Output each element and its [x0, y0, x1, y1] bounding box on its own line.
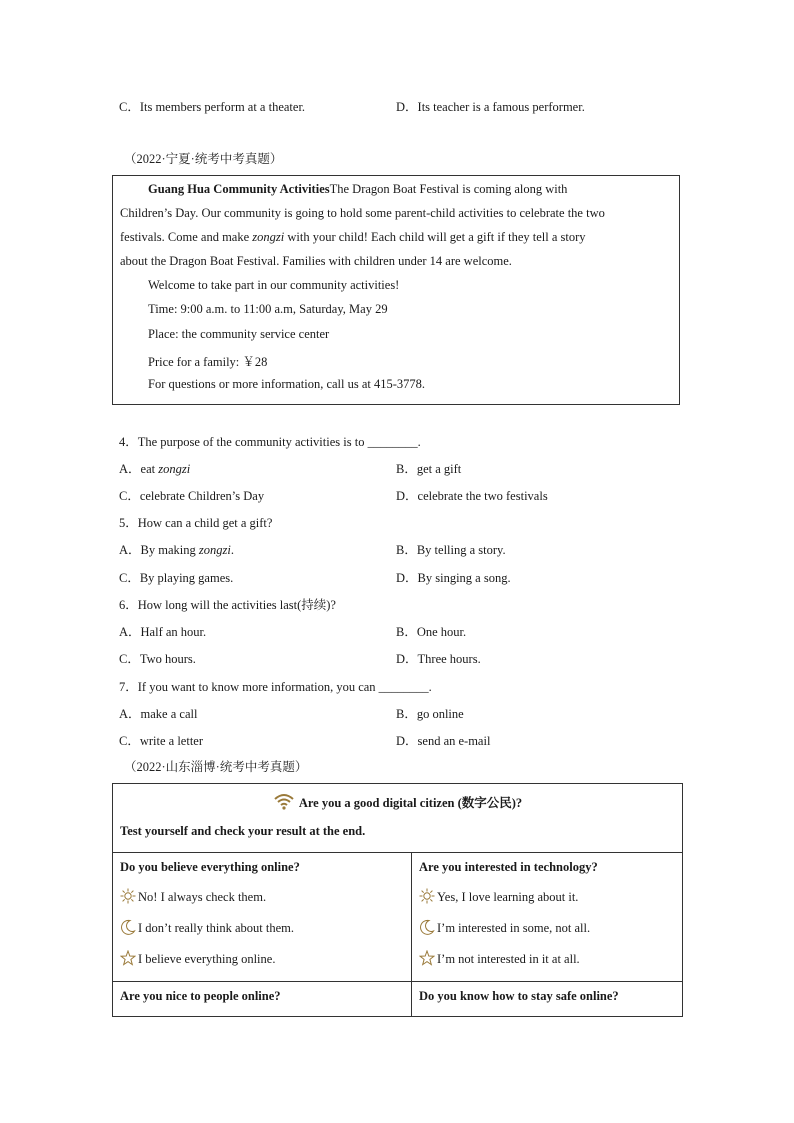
- quiz-q2-answer-sun[interactable]: [419, 888, 578, 905]
- digital-citizen-quiz-table: [112, 783, 683, 1017]
- option-c-prev: C．Its members perform at a theater.: [119, 100, 306, 114]
- question-5-option-b[interactable]: B．By telling a story.: [396, 543, 506, 557]
- sun-icon: [120, 888, 136, 904]
- moon-icon: [120, 919, 136, 935]
- moon-icon: [419, 919, 435, 935]
- question-4-stem: 4．The purpose of the community activities is to ________.: [119, 435, 421, 449]
- question-6-option-c[interactable]: C．Two hours.: [119, 652, 196, 666]
- notice-place: Place: the community service center: [148, 327, 330, 341]
- quiz-q4-heading: Do you know how to stay safe online?: [419, 989, 619, 1003]
- question-5-option-a[interactable]: A．By making zongzi.: [119, 543, 234, 557]
- question-6-option-b[interactable]: B．One hour.: [396, 625, 467, 639]
- question-4-option-a[interactable]: A．eat zongzi: [119, 462, 191, 476]
- notice-title: Guang Hua Community Activities: [148, 182, 330, 196]
- question-7-stem: 7．If you want to know more information, you can ________.: [119, 680, 432, 694]
- notice-line1-text: The Dragon Boat Festival is coming along with: [329, 182, 568, 196]
- question-5-option-c[interactable]: C．By playing games.: [119, 571, 234, 585]
- question-7-option-d[interactable]: D．send an e-mail: [396, 734, 491, 748]
- question-5-option-d[interactable]: D．By singing a song.: [396, 571, 511, 585]
- quiz-q1-answer-star[interactable]: [120, 950, 275, 967]
- quiz-q2-sun-text: Yes, I love learning about it.: [437, 890, 579, 904]
- quiz-q2-answer-moon[interactable]: [419, 919, 590, 936]
- quiz-q2-moon-text: I’m interested in some, not all.: [437, 921, 591, 935]
- option-d-prev: D．Its teacher is a famous performer.: [396, 100, 585, 114]
- question-6-option-a[interactable]: A．Half an hour.: [119, 625, 207, 639]
- notice-welcome: Welcome to take part in our community activities!: [148, 278, 400, 292]
- wifi-icon: [273, 792, 295, 810]
- source-label-2: （2022·山东淄博·统考中考真题）: [124, 760, 308, 774]
- notice-box: [112, 175, 680, 405]
- notice-line-3: [120, 230, 586, 245]
- quiz-q1-moon-text: I don’t really think about them.: [138, 921, 294, 935]
- notice-contact: For questions or more information, call us at 415-3778.: [148, 377, 426, 391]
- quiz-cell-q4: [412, 982, 683, 1017]
- quiz-cell-q3: [113, 982, 412, 1017]
- notice-line3-zongzi: zongzi: [252, 230, 285, 244]
- question-7-option-c[interactable]: C．write a letter: [119, 734, 203, 748]
- question-6-option-d[interactable]: D．Three hours.: [396, 652, 481, 666]
- notice-time: Time: 9:00 a.m. to 11:00 a.m, Saturday, May 29: [148, 302, 388, 316]
- notice-price: Price for a family: ￥28: [148, 355, 268, 369]
- quiz-title: Are you a good digital citizen (数字公民)?: [298, 796, 523, 810]
- question-5-stem: 5．How can a child get a gift?: [119, 516, 273, 530]
- question-4-option-b[interactable]: B．get a gift: [396, 462, 462, 476]
- quiz-header-cell: [113, 784, 683, 853]
- quiz-q1-star-text: I believe everything online.: [138, 952, 276, 966]
- quiz-title-row: [113, 792, 682, 811]
- star-icon: [120, 950, 136, 966]
- notice-line-1: [148, 182, 567, 197]
- source-label-1: （2022·宁夏·统考中考真题）: [124, 152, 283, 166]
- quiz-q2-heading: Are you interested in technology?: [419, 860, 598, 874]
- quiz-subtitle: Test yourself and check your result at the end.: [120, 824, 366, 838]
- quiz-q1-answer-moon[interactable]: [120, 919, 294, 936]
- quiz-cell-q2: [412, 853, 683, 982]
- star-icon: [419, 950, 435, 966]
- question-7-option-a[interactable]: A．make a call: [119, 707, 198, 721]
- question-6-stem: 6．How long will the activities last(持续)?: [119, 598, 336, 612]
- question-4-option-c[interactable]: C．celebrate Children’s Day: [119, 489, 265, 503]
- quiz-q1-heading: Do you believe everything online?: [120, 860, 300, 874]
- notice-line3-b: with your child! Each child will get a gift if they tell a story: [284, 230, 586, 244]
- notice-line3-a: festivals. Come and make: [120, 230, 253, 244]
- quiz-q3-heading: Are you nice to people online?: [120, 989, 281, 1003]
- quiz-q2-answer-star[interactable]: [419, 950, 580, 967]
- quiz-q2-star-text: I’m not interested in it at all.: [437, 952, 580, 966]
- notice-line-4: about the Dragon Boat Festival. Families with children under 14 are welcome.: [120, 254, 512, 268]
- sun-icon: [419, 888, 435, 904]
- question-4-option-d[interactable]: D．celebrate the two festivals: [396, 489, 548, 503]
- quiz-cell-q1: [113, 853, 412, 982]
- notice-line-2: Children’s Day. Our community is going to hold some parent-child activities to celebrate the two: [120, 206, 605, 220]
- quiz-q1-sun-text: No! I always check them.: [138, 890, 267, 904]
- quiz-q1-answer-sun[interactable]: [120, 888, 266, 905]
- question-7-option-b[interactable]: B．go online: [396, 707, 464, 721]
